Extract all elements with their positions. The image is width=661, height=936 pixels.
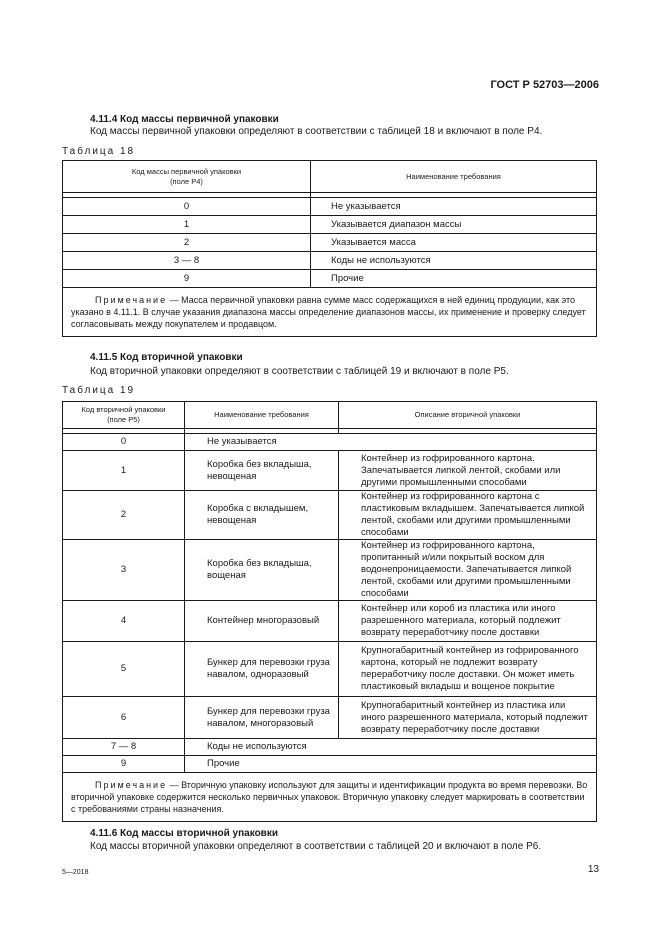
table-cell-name: Прочие — [185, 756, 597, 773]
section-text-4-11-6: Код массы вторичной упаковки определяют в соответствии с таблицей 20 и включают в поле Р6. — [90, 841, 542, 852]
table-cell-code: 3 — 8 — [63, 252, 311, 270]
section-text-4-11-5: Код вторичной упаковки определяют в соответствии с таблицей 19 и включают в поле Р5. — [90, 366, 509, 377]
table-cell-code: 0 — [63, 434, 185, 451]
table-row — [63, 756, 597, 773]
table-cell-desc: Контейнер из гофрированного картона. Запечатывается липкой лентой, скобами или другими промышленными способами — [339, 451, 597, 491]
table-cell-desc: Контейнер или короб из пластика или иного разрешенного материала, который подлежит возврату переработчику после доставки — [339, 601, 597, 642]
table-row — [63, 697, 597, 739]
table-cell-code: 1 — [63, 216, 311, 234]
table-19-caption: Таблица 19 — [62, 385, 136, 396]
table-cell-desc: Крупногабаритный контейнер из пластика или иного разрешенного материала, который подлежит возврату переработчику после доставки — [339, 697, 597, 739]
table-18-note — [63, 288, 597, 337]
table-cell-code: 3 — [63, 540, 185, 601]
table-row — [63, 601, 597, 642]
table-cell-code: 0 — [63, 198, 311, 216]
section-heading-4-11-5: 4.11.5 Код вторичной упаковки — [90, 352, 243, 363]
table-18-caption: Таблица 18 — [62, 146, 136, 157]
table-row — [63, 739, 597, 756]
table-cell-name: Указывается масса — [311, 234, 597, 252]
table-row — [63, 198, 597, 216]
table-19-header-code — [63, 402, 185, 429]
table-cell-name: Коды не используются — [311, 252, 597, 270]
page-number: 13 — [587, 864, 599, 875]
table-row — [63, 216, 597, 234]
table-cell-name: Не указывается — [185, 434, 597, 451]
table-19-note — [63, 773, 597, 822]
table-cell-code: 1 — [63, 451, 185, 491]
table-cell-desc: Крупногабаритный контейнер из гофрированного картона, который не подлежит возврату переработчику после доставки. Он может иметь пластиковый вкладыш и вощеное покрытие — [339, 642, 597, 697]
table-cell-name: Коды не используются — [185, 739, 597, 756]
table-cell-code: 4 — [63, 601, 185, 642]
table-row — [63, 540, 597, 601]
table-19 — [62, 401, 597, 822]
table-18-note-text: — Масса первичной упаковки равна сумме масс содержащихся в ней единиц продукции, как это указано в 4.11.1. В случае указания диапазона массы определение диапазонов массы, их применение и проверку следует согласовывать между покупателем и продавцом. — [71, 295, 586, 329]
table-19-note-text: — Вторичную упаковку используют для защиты и идентификации продукта во время перевозки. Во вторичной упаковке содержится несколько первичных упаковок. Вторичную упаковку следует маркировать в соответствии с требованиями страны назначения. — [71, 780, 588, 814]
table-cell-code: 2 — [63, 234, 311, 252]
table-19-header-name: Наименование требования — [185, 402, 339, 429]
table-row — [63, 234, 597, 252]
section-text-4-11-4: Код массы первичной упаковки определяют в соответствии с таблицей 18 и включают в поле Р4. — [90, 126, 543, 137]
table-cell-name: Контейнер многоразовый — [185, 601, 339, 642]
table-cell-name: Прочие — [311, 270, 597, 288]
table-19-header-desc: Описание вторичной упаковки — [339, 402, 597, 429]
table-19-header-code-line1: Код вторичной упаковки — [81, 405, 166, 414]
table-cell-name: Коробка с вкладышем, невощеная — [185, 491, 339, 540]
table-cell-name: Коробка без вкладыша, вощеная — [185, 540, 339, 601]
table-cell-code: 9 — [63, 270, 311, 288]
table-row — [63, 434, 597, 451]
table-cell-name: Бункер для перевозки груза навалом, одноразовый — [185, 642, 339, 697]
table-cell-name: Указывается диапазон массы — [311, 216, 597, 234]
table-19-header-code-line2: (поле Р5) — [107, 415, 140, 424]
table-cell-code: 2 — [63, 491, 185, 540]
table-row — [63, 491, 597, 540]
table-19-note-label: Примечание — [95, 780, 168, 790]
footer-print-mark: 5—2018 — [62, 869, 89, 876]
table-cell-code: 9 — [63, 756, 185, 773]
table-cell-desc: Контейнер из гофрированного картона с пластиковым вкладышем. Запечатывается липкой лентой, скобами или другими промышленными способами — [339, 491, 597, 540]
table-cell-name: Не указывается — [311, 198, 597, 216]
table-cell-name: Бункер для перевозки груза навалом, многоразовый — [185, 697, 339, 739]
table-18 — [62, 160, 597, 337]
table-cell-code: 7 — 8 — [63, 739, 185, 756]
table-18-header-code-line2: (поле Р4) — [170, 176, 203, 186]
section-heading-4-11-6: 4.11.6 Код массы вторичной упаковки — [90, 828, 278, 839]
table-row — [63, 451, 597, 491]
table-cell-code: 6 — [63, 697, 185, 739]
table-cell-desc: Контейнер из гофрированного картона, пропитанный и/или покрытый воском для водонепроницаемости. Запечатывается липкой лентой, скобами или другими промышленными способами — [339, 540, 597, 601]
table-row — [63, 642, 597, 697]
table-cell-code: 5 — [63, 642, 185, 697]
table-row — [63, 252, 597, 270]
table-row — [63, 270, 597, 288]
table-cell-name: Коробка без вкладыша, невощеная — [185, 451, 339, 491]
section-heading-4-11-4: 4.11.4 Код массы первичной упаковки — [90, 114, 279, 125]
table-18-header-code — [63, 161, 311, 193]
table-18-header-code-line1: Код массы первичной упаковки — [131, 166, 242, 176]
table-18-note-label: Примечание — [95, 295, 168, 305]
table-18-header-name: Наименование требования — [311, 161, 597, 193]
document-id: ГОСТ Р 52703—2006 — [490, 79, 599, 91]
